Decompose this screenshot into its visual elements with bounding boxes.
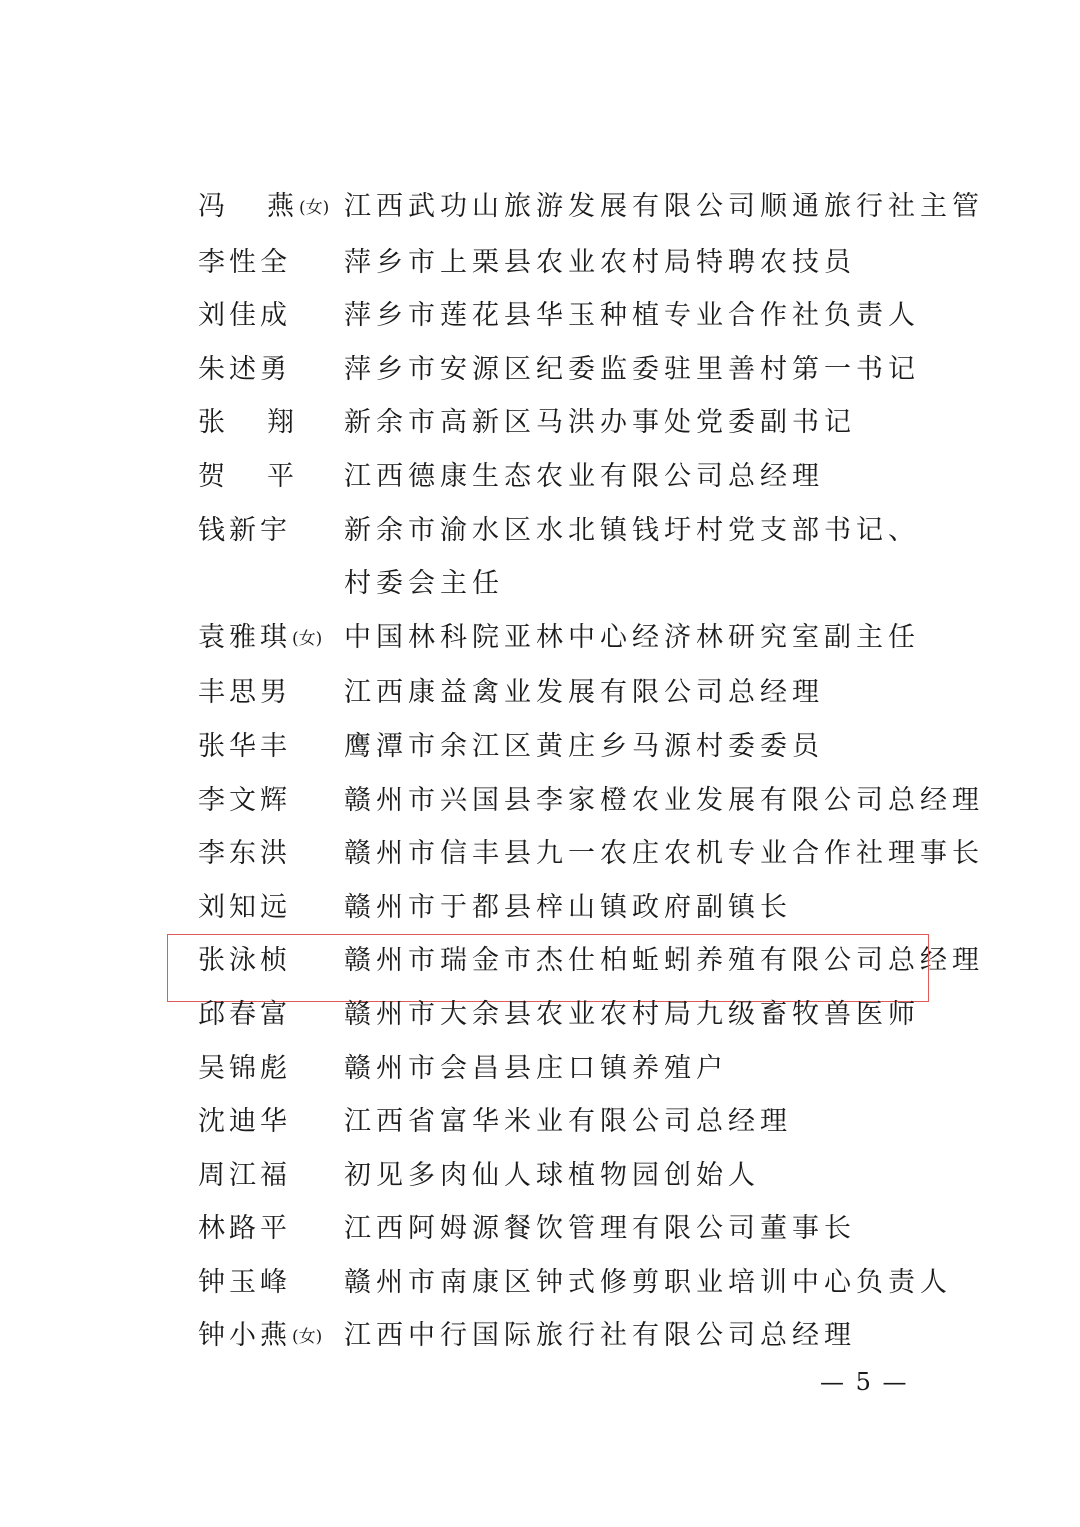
list-item — [198, 180, 984, 236]
female-note: (女) — [299, 198, 330, 218]
list-item — [198, 720, 958, 774]
person-name: 钟小燕(女) — [198, 1320, 323, 1352]
person-position: 鹰潭市余江区黄庄乡马源村委委员 — [344, 730, 824, 762]
person-name: 张泳桢 — [198, 945, 291, 977]
person-name: 林路平 — [198, 1213, 291, 1245]
list-item — [198, 1042, 958, 1096]
person-position: 萍乡市上栗县农业农村局特聘农技员 — [344, 246, 856, 278]
person-position: 赣州市兴国县李家橙农业发展有限公司总经理 — [344, 784, 984, 816]
person-name: 周江福 — [198, 1159, 291, 1191]
female-note: (女) — [292, 1327, 323, 1348]
person-position: 新余市渝水区水北镇钱圩村党支部书记、 村委会主任 — [344, 514, 920, 600]
list-item — [198, 666, 958, 720]
awardee-list — [198, 180, 984, 1365]
person-position: 江西中行国际旅行社有限公司总经理 — [344, 1320, 856, 1352]
person-position: 江西武功山旅游发展有限公司顺通旅行社主管 — [344, 191, 984, 222]
person-position: 江西省富华米业有限公司总经理 — [344, 1106, 792, 1138]
person-name: 张华丰 — [198, 730, 291, 762]
female-note: (女) — [292, 628, 323, 649]
person-name: 刘知远 — [198, 891, 291, 923]
list-item — [198, 1256, 958, 1310]
list-item — [198, 881, 958, 935]
person-name: 沈迪华 — [198, 1106, 291, 1138]
person-name: 朱述勇 — [198, 353, 291, 385]
person-name: 钱新宇 — [198, 514, 291, 546]
person-name: 吴锦彪 — [198, 1052, 291, 1084]
person-name: 刘佳成 — [198, 300, 291, 332]
person-name: 李文辉 — [198, 784, 291, 816]
list-item — [198, 1095, 958, 1149]
person-name: 钟玉峰 — [198, 1266, 291, 1298]
person-name: 丰思男 — [198, 677, 291, 709]
list-item — [198, 774, 984, 828]
person-position: 江西康益禽业发展有限公司总经理 — [344, 677, 824, 709]
person-name: 李东洪 — [198, 838, 291, 870]
person-position: 赣州市瑞金市杰仕柏蚯蚓养殖有限公司总经理 — [344, 945, 984, 977]
person-position: 萍乡市安源区纪委监委驻里善村第一书记 — [344, 353, 920, 385]
person-position: 新余市高新区马洪办事处党委副书记 — [344, 407, 856, 439]
person-position: 江西德康生态农业有限公司总经理 — [344, 460, 824, 492]
list-item — [198, 827, 984, 881]
person-name: 冯 燕(女) — [198, 191, 330, 222]
person-position: 赣州市南康区钟式修剪职业培训中心负责人 — [344, 1266, 952, 1298]
list-item — [198, 450, 958, 504]
person-name: 张 翔 — [198, 407, 298, 439]
list-item — [198, 504, 958, 611]
list-item — [198, 343, 958, 397]
person-name: 贺 平 — [198, 460, 298, 492]
person-name: 邱春富 — [198, 998, 291, 1030]
list-item — [198, 396, 958, 450]
person-position: 赣州市会昌县庄口镇养殖户 — [344, 1052, 728, 1084]
person-position: 初见多肉仙人球植物园创始人 — [344, 1159, 760, 1191]
page-number: — 5 — — [820, 1368, 909, 1396]
person-position: 赣州市大余县农业农村局九级畜牧兽医师 — [344, 998, 920, 1030]
list-item — [198, 236, 958, 290]
list-item — [198, 611, 958, 667]
person-position: 赣州市信丰县九一农庄农机专业合作社理事长 — [344, 838, 984, 870]
list-item — [198, 289, 958, 343]
person-name: 李性全 — [198, 246, 291, 278]
list-item-highlighted — [198, 934, 984, 988]
list-item — [198, 988, 958, 1042]
person-name: 袁雅琪(女) — [198, 621, 323, 653]
list-item — [198, 1149, 958, 1203]
person-position: 萍乡市莲花县华玉种植专业合作社负责人 — [344, 300, 920, 332]
person-position: 中国林科院亚林中心经济林研究室副主任 — [344, 621, 920, 653]
person-position: 江西阿姆源餐饮管理有限公司董事长 — [344, 1213, 856, 1245]
list-item — [198, 1202, 958, 1256]
list-item — [198, 1309, 958, 1365]
person-position: 赣州市于都县梓山镇政府副镇长 — [344, 891, 792, 923]
